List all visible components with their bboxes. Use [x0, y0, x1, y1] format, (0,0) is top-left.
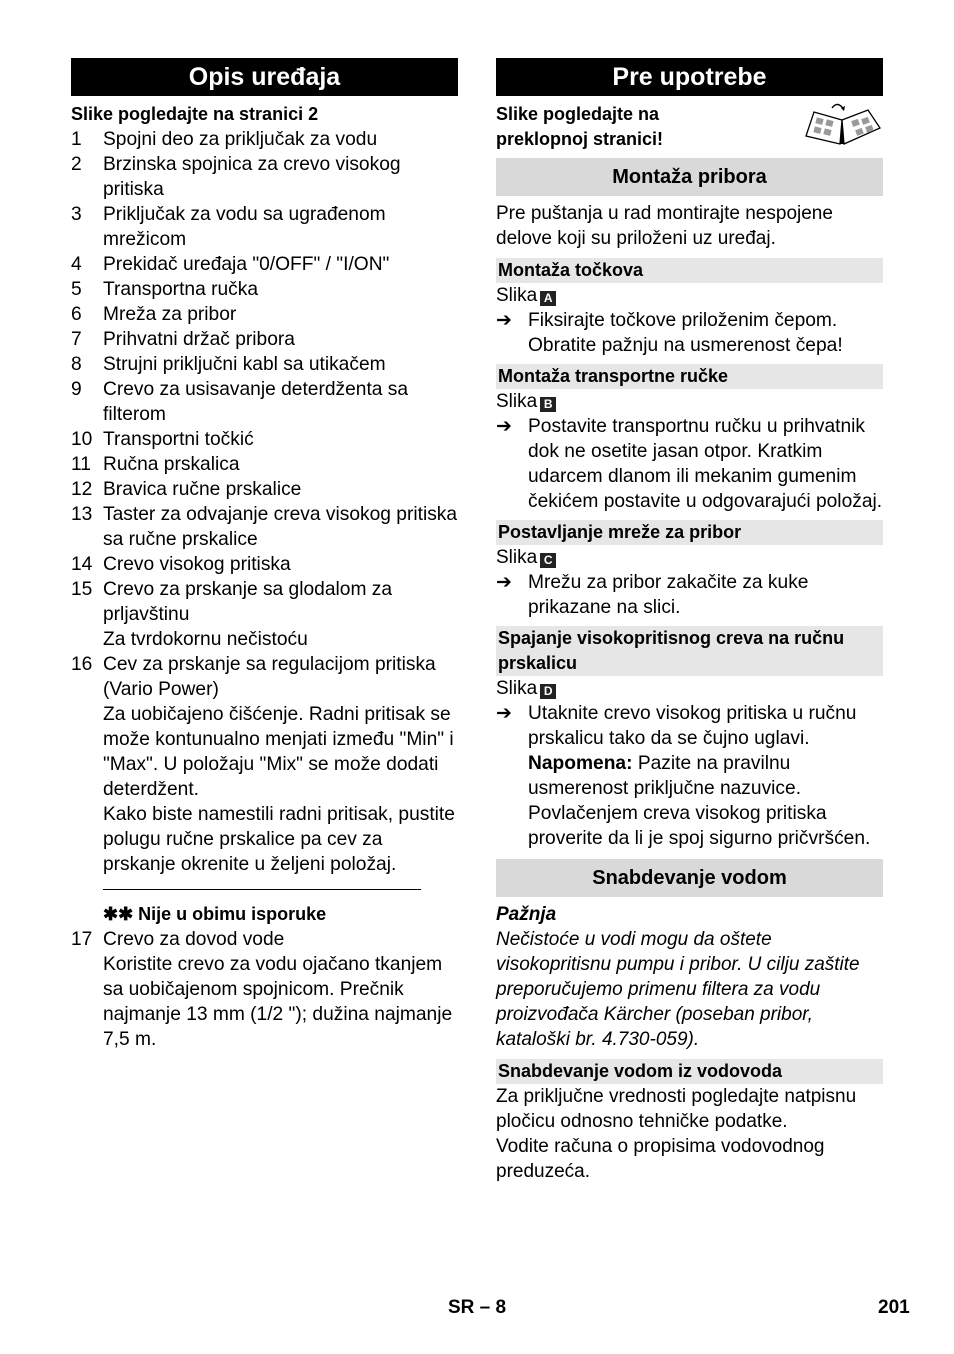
note-label: Napomena:: [528, 753, 633, 774]
list-item-11: [71, 452, 458, 477]
caution-text: Nečistoće u vodi mogu da oštete visokopritisnu pumpu i pribor. U cilju zaštite preporučujemo primenu filtera za vodu proizvođača Kärcher (poseban pribor, kataloški br. 4.730-059).: [496, 929, 860, 1050]
paragraph: Pre puštanja u rad montirajte nespojene delove koji su priloženi uz uređaj.: [496, 203, 833, 249]
list-item-2: [71, 152, 458, 202]
item-number: 17: [71, 929, 93, 950]
slika-text: Slika: [496, 547, 538, 568]
slika-text: Slika: [496, 678, 538, 699]
item-number: 2: [71, 154, 82, 175]
fold-out-book-icon: [802, 100, 882, 150]
item-text: Crevo za dovod vode: [103, 929, 285, 950]
arrow-right-icon: ➔: [496, 310, 512, 331]
not-included-note: ✱✱ Nije u obimu isporuke: [103, 904, 327, 924]
step-item: [496, 701, 883, 851]
paragraph: Za priključne vrednosti pogledajte natpisnu pločicu odnosno tehničke podatke.: [496, 1086, 857, 1132]
list-item-16: [71, 652, 458, 702]
left-column: [71, 58, 458, 1052]
list-item-9: [71, 377, 458, 427]
item-text: Prihvatni držač pribora: [103, 329, 295, 350]
item-number: 3: [71, 204, 82, 225]
item-text: Prekidač uređaja "0/OFF" / "I/ON": [103, 254, 390, 275]
item-text: Crevo visokog pritiska: [103, 554, 291, 575]
list-item-1: [71, 127, 458, 152]
list-item-5: [71, 277, 458, 302]
list-item-7: [71, 327, 458, 352]
item-number: 5: [71, 279, 82, 300]
right-column: [496, 58, 883, 1184]
item-text: Priključak za vodu sa ugrađenom mrežicom: [103, 204, 386, 250]
subheading-mreza: Postavljanje mreže za pribor: [496, 520, 883, 545]
footer-language-page: SR – 8: [448, 1297, 507, 1318]
item-text: Taster za odvajanje creva visokog pritiska sa ručne prskalice: [103, 504, 458, 550]
list-item-10: [71, 427, 458, 452]
paragraph: Vodite računa o propisima vodovodnog preduzeća.: [496, 1136, 825, 1182]
figure-box-d: D: [540, 684, 556, 699]
section-title-pre-upotrebe: Pre upotrebe: [496, 58, 883, 96]
subheading-montaza-rucke: Montaža transportne ručke: [496, 364, 883, 389]
list-item-6: [71, 302, 458, 327]
item-text: Transportni točkić: [103, 429, 254, 450]
figure-label: [496, 283, 883, 308]
item-number: 16: [71, 654, 93, 675]
item-text: Mreža za pribor: [103, 304, 237, 325]
list-item-13: [71, 502, 458, 552]
list-item-3: [71, 202, 458, 252]
step-text-group: [528, 701, 883, 851]
step-text: Postavite transportnu ručku u prihvatnik dok ne osetite jasan otpor. Kratkim udarcem dlanom ili mekanim gumenim čekićem postavite u odgovarajući položaj.: [528, 416, 883, 512]
figure-label: [496, 389, 883, 414]
footer-page-number: 201: [878, 1297, 910, 1318]
arrow-right-icon: ➔: [496, 572, 512, 593]
figure-reference: Slike pogledajte na preklopnoj stranici!: [496, 104, 664, 149]
section-heading-montaza-pribora: Montaža pribora: [496, 158, 883, 196]
item-number: 6: [71, 304, 82, 325]
figure-label: [496, 676, 883, 701]
section-title-opis: Opis uređaja: [71, 58, 458, 96]
step-text-2: Povlačenjem creva visokog pritiska proverite da li je spoj sigurno pričvršćen.: [528, 803, 871, 849]
step-text: Fiksirajte točkove priloženim čepom. Obratite pažnju na usmerenost čepa!: [528, 310, 843, 356]
item-text: Bravica ručne prskalice: [103, 479, 302, 500]
step-item: [496, 570, 883, 620]
item-number: 8: [71, 354, 82, 375]
item-number: 11: [71, 454, 91, 475]
item-number: 7: [71, 329, 82, 350]
item-text: Spojni deo za priključak za vodu: [103, 129, 378, 150]
list-item-8: [71, 352, 458, 377]
caution-title: Pažnja: [496, 904, 557, 925]
figure-box-a: A: [540, 291, 556, 306]
slika-text: Slika: [496, 391, 538, 412]
item-text: Crevo za usisavanje deterdženta sa filterom: [103, 379, 409, 425]
subheading-vodovod: Snabdevanje vodom iz vodovoda: [496, 1059, 883, 1084]
divider-line: [103, 889, 421, 890]
slika-text: Slika: [496, 285, 538, 306]
subheading-spajanje: Spajanje visokopritisnog creva na ručnu prskalicu: [496, 626, 883, 676]
list-item-12: [71, 477, 458, 502]
figure-reference: Slike pogledajte na stranici 2: [71, 104, 319, 124]
item-number: 4: [71, 254, 82, 275]
list-item-4: [71, 252, 458, 277]
item-number: 1: [71, 129, 82, 150]
figure-box-b: B: [540, 397, 556, 412]
item16-note-1: Za uobičajeno čišćenje. Radni pritisak se može kontunualno menjati između "Min" i "Max". U položaju "Mix" se može dodati deterdžent.: [103, 704, 454, 800]
item-text: Brzinska spojnica za crevo visokog pritiska: [103, 154, 401, 200]
arrow-right-icon: ➔: [496, 416, 512, 437]
item-text: Crevo za prskanje sa glodalom za prljavštinu: [103, 579, 393, 625]
section-heading-snabdevanje: Snabdevanje vodom: [496, 859, 883, 897]
figure-box-c: C: [540, 553, 556, 568]
list-item-14: [71, 552, 458, 577]
list-item-15: [71, 577, 458, 627]
item16-note-2: Kako biste namestili radni pritisak, pustite polugu ručne prskalice pa cev za prskanje okrenite u željeni položaj.: [103, 804, 455, 875]
item-text: Ručna prskalica: [103, 454, 240, 475]
item-number: 10: [71, 429, 93, 450]
item-text: Transportna ručka: [103, 279, 258, 300]
parts-list: [71, 127, 458, 627]
step-text: Mrežu za pribor zakačite za kuke prikazane na slici.: [528, 572, 809, 618]
step-item: [496, 308, 883, 358]
item15-note: Za tvrdokornu nečistoću: [103, 629, 308, 650]
item-number: 9: [71, 379, 82, 400]
item-number: 15: [71, 579, 93, 600]
item-text: Cev za prskanje sa regulacijom pritiska (Vario Power): [103, 654, 436, 700]
item-text: Strujni priključni kabl sa utikačem: [103, 354, 386, 375]
item-number: 14: [71, 554, 93, 575]
subheading-montaza-tockova: Montaža točkova: [496, 258, 883, 283]
step-item: [496, 414, 883, 514]
item17-note: Koristite crevo za vodu ojačano tkanjem sa uobičajenom spojnicom. Prečnik najmanje 13 mm (1/2 "); dužina najmanje 7,5 m.: [103, 954, 453, 1050]
note-text: Pazite na pravilnu usmerenost priključne nazuvice.: [528, 753, 802, 799]
arrow-right-icon: ➔: [496, 703, 512, 724]
list-item-17: [71, 927, 458, 952]
step-text: Utaknite crevo visokog pritiska u ručnu prskalicu tako da se čujno uglavi.: [528, 703, 857, 749]
item-number: 12: [71, 479, 93, 500]
figure-label: [496, 545, 883, 570]
item-number: 13: [71, 504, 93, 525]
